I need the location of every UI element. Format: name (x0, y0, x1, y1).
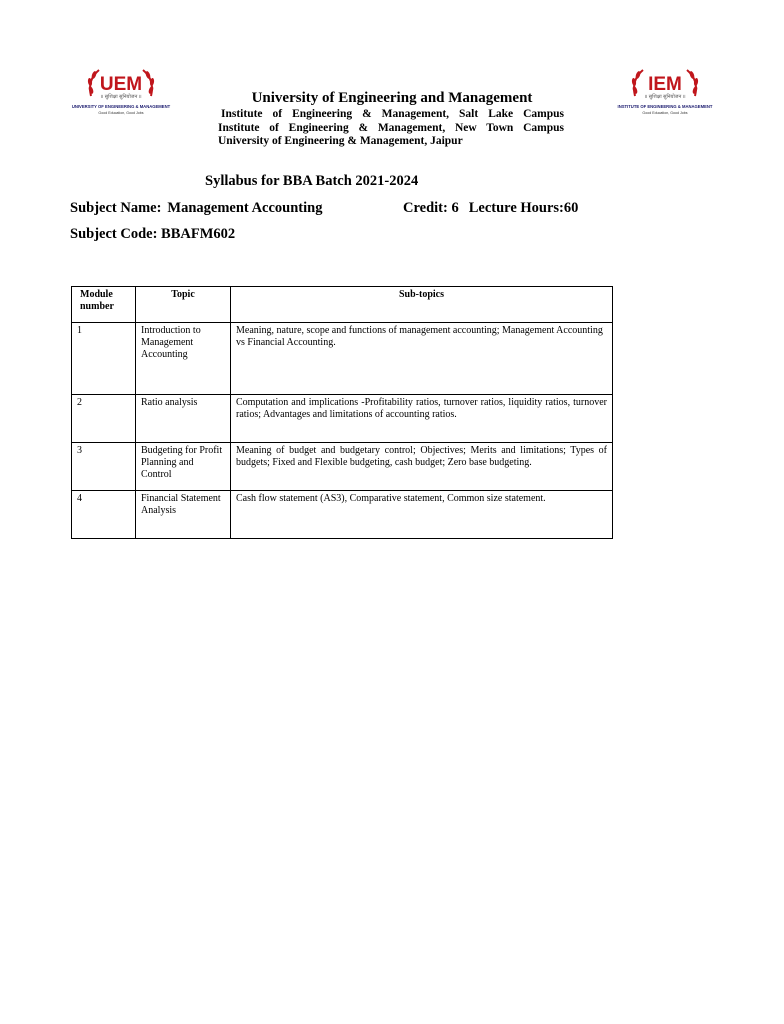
topic-cell: Financial Statement Analysis (136, 491, 231, 539)
subtopics-cell: Cash flow statement (AS3), Comparative statement, Common size statement. (231, 491, 613, 539)
svg-text:॥ सुशिक्षा सुनियोजन ॥: ॥ सुशिक्षा सुनियोजन ॥ (644, 94, 686, 100)
header-sub-topics: Sub-topics (231, 287, 613, 323)
subtopics-cell: Meaning, nature, scope and functions of management accounting; Management Accounting vs Financial Accounting. (231, 323, 613, 395)
subtopics-cell: Computation and implications -Profitability ratios, turnover ratios, liquidity ratios, turnover ratios; Advantages and limitations of accounting ratios. (231, 395, 613, 443)
header-module-number: Module number (72, 287, 136, 323)
credit-value: Credit: 6 (403, 200, 459, 216)
subject-name-line (70, 200, 322, 217)
header-topic: Topic (136, 287, 231, 323)
table-row (72, 323, 613, 395)
uem-logo-tagline: Good Education, Good Jobs (98, 111, 144, 115)
subject-name-value: Management Accounting (167, 200, 323, 216)
module-number-cell: 4 (72, 491, 136, 539)
uem-logo-text: UEM (99, 74, 143, 95)
svg-text:॥ सुशिक्षा सुनियोजन ॥: ॥ सुशिक्षा सुनियोजन ॥ (100, 94, 142, 100)
iem-logo-text: IEM (648, 74, 682, 95)
table-header-row (72, 287, 613, 323)
table-row (72, 395, 613, 443)
table-row (72, 491, 613, 539)
subject-code-label: Subject Code: (70, 226, 158, 242)
syllabus-table (71, 286, 613, 539)
module-number-cell: 1 (72, 323, 136, 395)
module-number-cell: 3 (72, 443, 136, 491)
subject-code-value: BBAFM602 (161, 226, 236, 242)
module-number-cell: 2 (72, 395, 136, 443)
iem-logo-subtext: INSTITUTE OF ENGINEERING & MANAGEMENT (617, 104, 713, 109)
subject-name-label: Subject Name: (70, 200, 162, 216)
campus-line-jaipur: University of Engineering & Management, Jaipur (218, 135, 463, 147)
table-row (72, 443, 613, 491)
topic-cell: Ratio analysis (136, 395, 231, 443)
subject-code-line (70, 226, 235, 243)
subtopics-cell: Meaning of budget and budgetary control; Objectives; Merits and limitations; Types of budgets; Fixed and Flexible budgeting, cash budget; Zero base budgeting. (231, 443, 613, 491)
credit-line (403, 200, 578, 217)
topic-cell: Budgeting for Profit Planning and Control (136, 443, 231, 491)
topic-cell: Introduction to Management Accounting (136, 323, 231, 395)
campus-line-new-town: Institute of Engineering & Management, New Town Campus (218, 122, 564, 134)
syllabus-title: Syllabus for BBA Batch 2021-2024 (205, 173, 419, 189)
university-title: University of Engineering and Management (251, 90, 533, 106)
campus-line-salt-lake: Institute of Engineering & Management, Salt Lake Campus (221, 108, 564, 120)
uem-logo-subtext: UNIVERSITY OF ENGINEERING & MANAGEMENT (71, 104, 171, 109)
iem-logo-tagline: Good Education, Good Jobs (642, 111, 688, 115)
lecture-hours-value: Lecture Hours:60 (468, 200, 579, 216)
